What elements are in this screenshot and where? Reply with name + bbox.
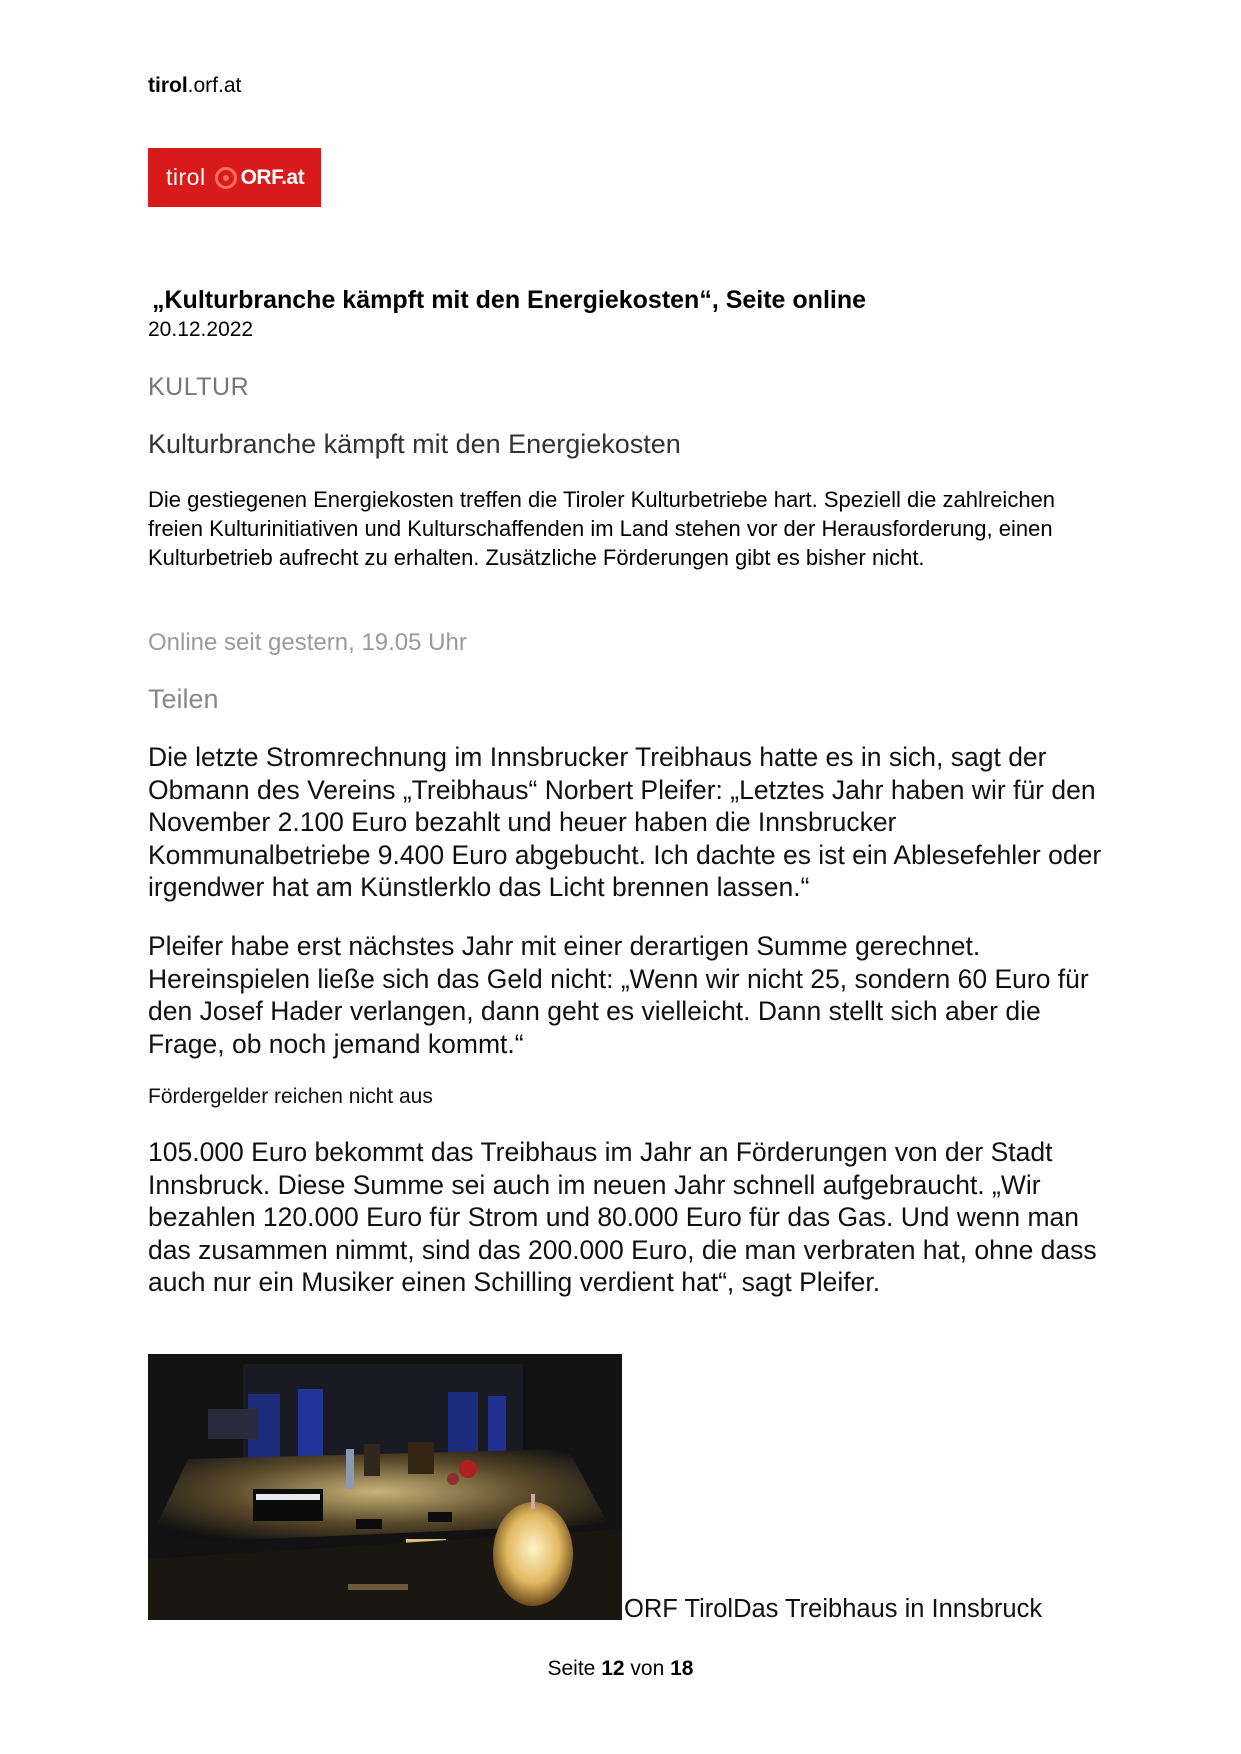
footer-prefix: Seite (547, 1657, 596, 1680)
footer-total-pages: 18 (670, 1657, 694, 1680)
footer-separator: von (630, 1657, 665, 1680)
site-domain-rest: .orf.at (187, 74, 242, 97)
tirol-orf-logo (148, 148, 321, 207)
article-category: KULTUR (148, 373, 250, 401)
article-subheading: Fördergelder reichen nicht aus (148, 1085, 433, 1108)
site-domain-bold: tirol (148, 74, 188, 97)
orf-ring-icon (215, 167, 237, 189)
article-photo-treibhaus (148, 1354, 622, 1620)
document-title: „Kulturbranche kämpft mit den Energiekosten“, Seite online (152, 286, 867, 314)
online-since-timestamp: Online seit gestern, 19.05 Uhr (148, 629, 467, 656)
article-headline: Kulturbranche kämpft mit den Energiekosten (148, 429, 681, 459)
logo-brand: ORF.at (240, 165, 305, 189)
site-domain-header (148, 74, 241, 98)
photo-caption: ORF TirolDas Treibhaus in Innsbruck (624, 1595, 1043, 1623)
article-lead: Die gestiegenen Energiekosten treffen die Tiroler Kulturbetriebe hart. Speziell die zahlreichen freien Kulturinitiativen und Kulturschaffenden im Land stehen vor der Herausforderung, einen Kulturbetrieb aufrecht zu erhalten. Zusätzliche Förderungen gibt es bisher nicht. (148, 487, 1056, 570)
share-link[interactable]: Teilen (148, 684, 219, 714)
article-paragraph: Die letzte Stromrechnung im Innsbrucker Treibhaus hatte es in sich, sagt der Obmann des Vereins „Treibhaus“ Norbert Pleifer: „Letztes Jahr haben wir für den November 2.100 Euro bezahlt und heuer haben die Innsbrucker Kommunalbetriebe 9.400 Euro abgebucht. Ich dachte es ist ein Ablesefehler oder irgendwer hat am Künstlerklo das Licht brennen lassen.“ (148, 742, 1102, 902)
document-date: 20.12.2022 (148, 318, 254, 341)
article-paragraph: Pleifer habe erst nächstes Jahr mit einer derartigen Summe gerechnet. Hereinspielen ließe sich das Geld nicht: „Wenn wir nicht 25, sondern 60 Euro für den Josef Hader verlangen, dann geht es vielleicht. Dann stellt sich aber die Frage, ob noch jemand kommt.“ (148, 931, 1089, 1059)
footer-current-page: 12 (601, 1657, 625, 1680)
page-number-footer (0, 1657, 1241, 1681)
logo-word: tirol (166, 164, 206, 190)
article-paragraph: 105.000 Euro bekommt das Treibhaus im Jahr an Förderungen von der Stadt Innsbruck. Diese Summe sei auch im neuen Jahr schnell aufgebraucht. „Wir bezahlen 120.000 Euro für Strom und 80.000 Euro für das Gas. Und wenn man das zusammen nimmt, sind das 200.000 Euro, die man verbraten hat, ohne dass auch nur ein Musiker einen Schilling verdient hat“, sagt Pleifer. (148, 1137, 1097, 1297)
